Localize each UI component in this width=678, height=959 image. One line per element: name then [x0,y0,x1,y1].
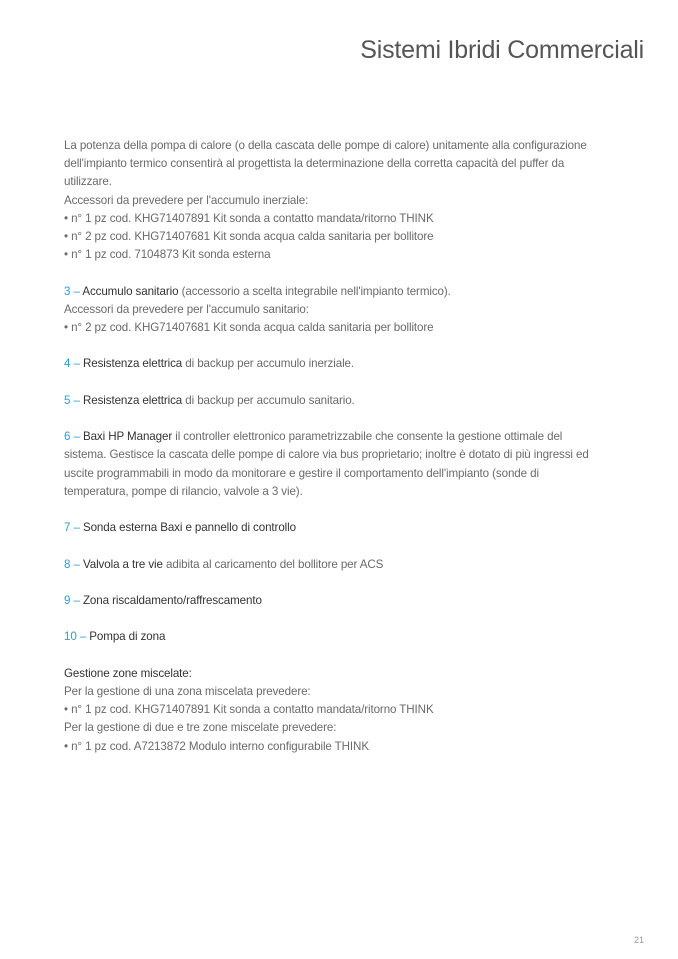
section-9 [64,592,604,610]
inertial-accessories-label: Accessori da prevedere per l'accumulo inerziale: [64,193,309,207]
section-text: il controller elettronico parametrizzabile che consente la gestione ottimale del sistema. Gestisce la cascata delle pompe di calore via bus proprietario; inoltre è dotato di più ingressi ed uscite programmabili in modo da monitorare e gestire il comportamento dell'impianto (sonde di temperatura, pompe di rilancio, valvole a 3 vie). [64,430,589,498]
list-item: • n° 1 pz cod. A7213872 Modulo interno configurabile THINK [64,739,369,753]
section-text: di backup per accumulo inerziale. [185,357,355,371]
section-7 [64,519,604,537]
section-5 [64,392,604,410]
list-item: • n° 1 pz cod. KHG71407891 Kit sonda a contatto mandata/ritorno THINK [64,703,434,717]
single-zone-label: Per la gestione di una zona miscelata prevedere: [64,684,311,698]
section-title: Valvola a tre vie [82,557,163,571]
section-number: 10 – [64,630,87,644]
section-number: 6 – [64,430,80,444]
mixed-zones-title: Gestione zone miscelate: [64,666,192,680]
section-10 [64,628,604,646]
list-item: • n° 2 pz cod. KHG71407681 Kit sonda acqua calda sanitaria per bollitore [64,321,434,335]
section-text: di backup per accumulo sanitario. [185,393,355,407]
list-item: • n° 2 pz cod. KHG71407681 Kit sonda acqua calda sanitaria per bollitore [64,230,434,244]
section-title: Accumulo sanitario [82,284,179,298]
section-number: 8 – [64,557,80,571]
document-body [64,137,604,756]
section-8 [64,556,604,574]
section-number: 7 – [64,521,80,535]
section-number: 5 – [64,393,80,407]
section-number: 4 – [64,357,80,371]
section-text: adibita al caricamento del bollitore per ACS [166,557,384,571]
section-title: Baxi HP Manager [82,430,173,444]
section-6 [64,428,604,501]
section-number: 9 – [64,593,80,607]
list-item: • n° 1 pz cod. 7104873 Kit sonda esterna [64,248,271,262]
section-4 [64,355,604,373]
sanitary-accessories-label: Accessori da prevedere per l'accumulo sanitario: [64,302,309,316]
section-title: Resistenza elettrica [82,357,183,371]
section-number: 3 – [64,284,80,298]
list-item: • n° 1 pz cod. KHG71407891 Kit sonda a contatto mandata/ritorno THINK [64,211,434,225]
section-3 [64,283,604,301]
multi-zone-label: Per la gestione di due e tre zone miscelate prevedere: [64,721,337,735]
page-number: 21 [633,935,644,945]
section-title: Resistenza elettrica [82,393,183,407]
section-title: Pompa di zona [89,630,166,644]
section-text: (accessorio a scelta integrabile nell'impianto termico). [181,284,451,298]
section-title: Zona riscaldamento/raffrescamento [82,593,262,607]
section-title: Sonda esterna Baxi e pannello di controllo [82,521,296,535]
page-title: Sistemi Ibridi Commerciali [360,36,644,64]
intro-paragraph: La potenza della pompa di calore (o della cascata delle pompe di calore) unitamente alla configurazione dell'impianto termico consentirà al progettista la determinazione della corretta capacità del puffer da utilizzare. [64,139,587,189]
